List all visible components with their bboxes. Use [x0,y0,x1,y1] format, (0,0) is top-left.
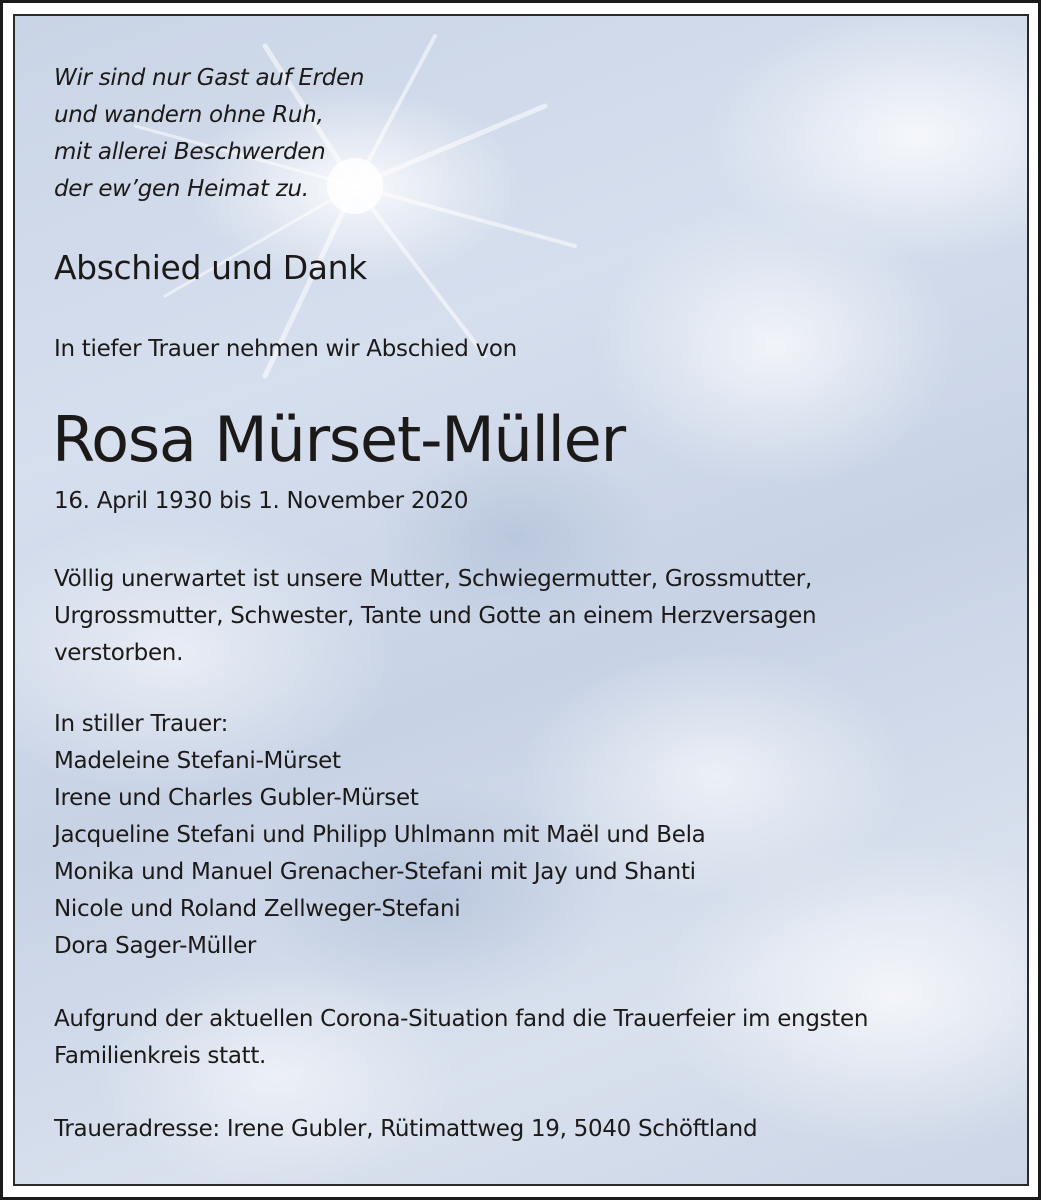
death-notice-line: Völlig unerwartet ist unsere Mutter, Schwiegermutter, Grossmutter, [54,566,812,592]
mourner-name: Nicole und Roland Zellweger-Stefani [54,896,461,922]
mourner-name: Jacqueline Stefani und Philipp Uhlmann mit Maël und Bela [54,822,706,848]
intro-text: In tiefer Trauer nehmen wir Abschied von [54,336,517,362]
corona-notice-line: Familienkreis statt. [54,1043,267,1069]
poem-line: und wandern ohne Ruh, [54,102,324,128]
deceased-name: Rosa Mürset-Müller [52,403,625,476]
poem-line: mit allerei Beschwerden [54,139,326,165]
poem [54,60,364,208]
corona-notice [54,1001,868,1075]
death-notice [54,561,816,672]
life-dates: 16. April 1930 bis 1. November 2020 [54,488,469,514]
mourners-list [54,706,705,965]
heading: Abschied und Dank [54,248,367,287]
mourner-name: Madeleine Stefani-Mürset [54,748,341,774]
poem-line: Wir sind nur Gast auf Erden [54,65,365,91]
obituary-content [15,16,1029,1186]
mourners-label: In stiller Trauer: [54,711,229,737]
poem-line: der ew’gen Heimat zu. [54,176,309,202]
death-notice-line: Urgrossmutter, Schwester, Tante und Gotte an einem Herzversagen [54,603,817,629]
corona-notice-line: Aufgrund der aktuellen Corona-Situation fand die Trauerfeier im engsten [54,1006,869,1032]
death-notice-line: verstorben. [54,640,184,666]
mourner-name: Dora Sager-Müller [54,933,257,959]
sky-background-frame [13,14,1029,1186]
mourner-name: Monika und Manuel Grenacher-Stefani mit Jay und Shanti [54,859,696,885]
mourning-address: Traueradresse: Irene Gubler, Rütimattweg 19, 5040 Schöftland [54,1116,758,1142]
mourner-name: Irene und Charles Gubler-Mürset [54,785,419,811]
